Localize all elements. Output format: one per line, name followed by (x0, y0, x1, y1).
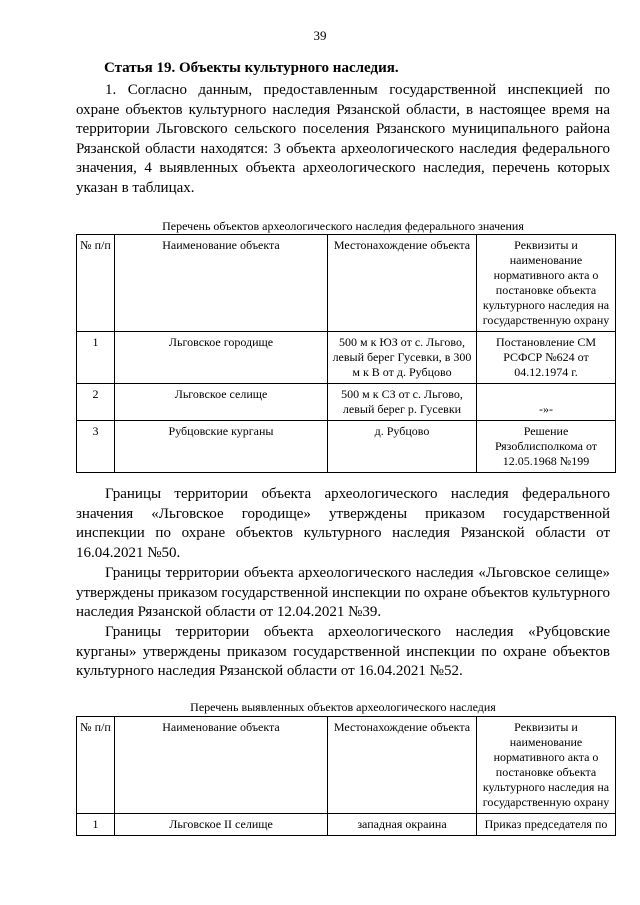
header-object-name: Наименование объекта (115, 235, 328, 332)
boundary-paragraph-2: Границы территории объекта археологического наследия «Льговское селище» утверждены приказом государственной инспекции по охране объектов культурного наследия Рязанской области от 12.04.2021 №39. (76, 565, 610, 620)
identified-heritage-table (76, 716, 616, 836)
cell-requisites: -»- (477, 384, 616, 421)
cell-number: 1 (77, 332, 115, 384)
header-number: № п/п (77, 235, 115, 332)
header-location: Местонахождение объекта (328, 717, 477, 814)
header-number: № п/п (77, 717, 115, 814)
cell-requisites: Приказ председателя по (477, 814, 616, 836)
table-row (77, 421, 616, 473)
table-row (77, 814, 616, 836)
cell-location: 500 м к СЗ от с. Льгово, левый берег р. Гусевки (328, 384, 477, 421)
article-heading: Статья 19. Объекты культурного наследия. (104, 60, 399, 76)
cell-location: д. Рубцово (328, 421, 477, 473)
boundary-paragraph-3: Границы территории объекта археологического наследия «Рубцовские курганы» утверждены приказом государственной инспекции по охране объектов культурного наследия Рязанской области от 16.04.2021 №52. (76, 624, 610, 679)
cell-number: 1 (77, 814, 115, 836)
boundary-paragraph-1: Границы территории объекта археологического наследия федерального значения «Льговское городище» утверждены приказом государственной инспекции по охране объектов культурного наследия Рязанской области от 16.04.2021 №50. (76, 486, 610, 561)
table-header-row (77, 717, 616, 814)
intro-paragraph: 1. Согласно данным, предоставленным государственной инспекцией по охране объектов культурного наследия Рязанской области, в настоящее время на территории Льговского сельского поселения Рязанского муниципального района Рязанской области находятся: 3 объекта археологического наследия федерального значения, 4 выявленных объекта археологического наследия, перечень которых указан в таблицах. (76, 82, 610, 196)
header-requisites: Реквизиты и наименование нормативного акта о постановке объекта культурного наследия на государственную охрану (477, 717, 616, 814)
header-requisites: Реквизиты и наименование нормативного акта о постановке объекта культурного наследия на государственную охрану (477, 235, 616, 332)
table2-caption: Перечень выявленных объектов археологического наследия (190, 700, 496, 714)
cell-requisites: Постановление СМ РСФСР №624 от 04.12.1974 г. (477, 332, 616, 384)
cell-requisites: Решение Рязоблисполкома от 12.05.1968 №199 (477, 421, 616, 473)
cell-object-name: Льговское II селище (115, 814, 328, 836)
table-row (77, 332, 616, 384)
table-row (77, 384, 616, 421)
cell-number: 3 (77, 421, 115, 473)
federal-heritage-table (76, 234, 616, 473)
cell-object-name: Рубцовские курганы (115, 421, 328, 473)
page-number: 39 (313, 28, 327, 43)
cell-object-name: Льговское селище (115, 384, 328, 421)
cell-object-name: Льговское городище (115, 332, 328, 384)
header-object-name: Наименование объекта (115, 717, 328, 814)
cell-location: западная окраина (328, 814, 477, 836)
table-header-row (77, 235, 616, 332)
cell-location: 500 м к ЮЗ от с. Льгово, левый берег Гусевки, в 300 м к В от д. Рубцово (328, 332, 477, 384)
table1-caption: Перечень объектов археологического наследия федерального значения (162, 219, 524, 233)
cell-number: 2 (77, 384, 115, 421)
header-location: Местонахождение объекта (328, 235, 477, 332)
